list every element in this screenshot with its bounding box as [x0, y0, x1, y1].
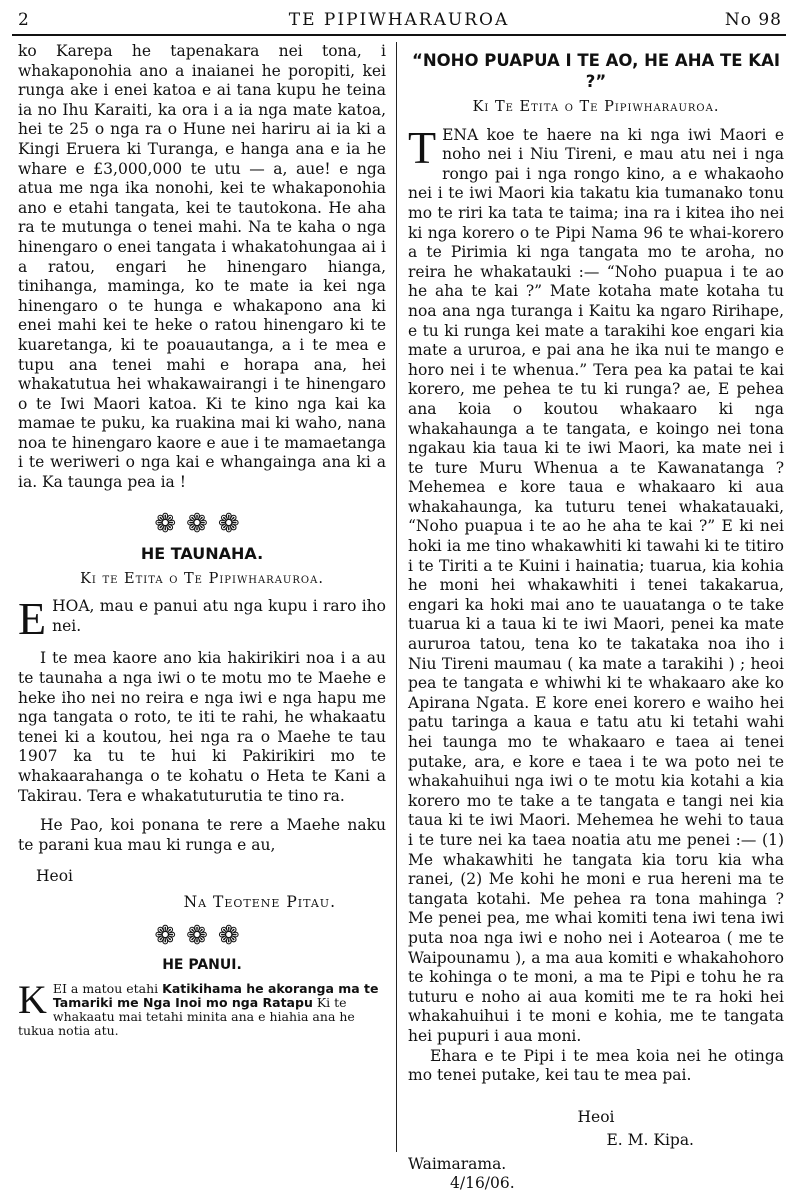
- taunaha-para-3: He Pao, koi ponana te rere a Maehe naku te parani kua mau ki runga e au,: [18, 816, 386, 854]
- panui-lead: EI a matou etahi: [52, 980, 159, 996]
- taunaha-subheading: Ki te Etita o Te Pipiwharauroa.: [80, 570, 324, 587]
- panui-drop-cap: K: [18, 976, 47, 1022]
- article-signature: E. M. Kipa.: [606, 1131, 694, 1150]
- column-divider: [396, 42, 397, 1152]
- issue-number: No 98: [724, 10, 782, 30]
- page-header: [12, 6, 786, 36]
- article-date: 4/16/06.: [450, 1174, 515, 1193]
- page-number: 2: [18, 10, 30, 30]
- article-heading: “NOHO PUAPUA I TE AO, HE AHA TE KAI ?”: [412, 51, 780, 91]
- ornament-divider-2: ❁❁❁: [154, 920, 250, 951]
- taunaha-heoi: Heoi: [36, 867, 73, 886]
- article-heoi: Heoi: [577, 1107, 615, 1126]
- left-column: [18, 42, 386, 1160]
- newspaper-title: TE PIPIWHARAUROA: [288, 10, 510, 30]
- taunaha-para-1: [18, 593, 386, 645]
- ornament-divider: ❁❁❁: [154, 508, 250, 539]
- drop-cap: E: [18, 593, 47, 645]
- article-body-1: [408, 121, 784, 1047]
- article-place: Waimarama.: [408, 1154, 507, 1173]
- article-subheading: Ki Te Etita o Te Pipiwharauroa.: [472, 99, 720, 115]
- taunaha-signature: Na Teotene Pitau.: [183, 892, 336, 911]
- taunaha-heading: HE TAUNAHA.: [140, 544, 264, 564]
- panui-bold-title: Katikihama he akoranga ma te Tamariki me Nga Inoi mo nga Ratapu: [52, 980, 379, 1010]
- article-body-2: Ehara e te Pipi i te mea koia nei he otinga mo tenei putake, kei tau te mea pai.: [408, 1046, 784, 1085]
- panui-text: [18, 976, 386, 1038]
- taunaha-para-1-text: HOA, mau e panui atu nga kupu i raro iho nei.: [52, 597, 386, 636]
- taunaha-section: [18, 544, 386, 912]
- article-drop-cap: T: [408, 121, 437, 173]
- taunaha-para-2: I te mea kaore ano kia hakirikiri noa i a au te taunaha a nga iwi o te motu mo te Maehe e heke iho nei no reira e nga iwi e nga hapu me nga tangata o roto, te iti te rahi, he whakaatu tenei ki a koutou, hei nga ra o Maehe te tau 1907 ka tu te hui ki Pakirikiri mo te whakaarahanga o te kohatu o Heta te Kani a Takirau. Tera e whakatuturutia te tino ra.: [18, 649, 386, 805]
- panui-rest: Ki te whakaatu mai tetahi minita ana e hiahia ana he tukua notia atu.: [18, 994, 355, 1038]
- panui-section: [18, 956, 386, 1038]
- article-body-1-text: ENA koe te haere na ki nga iwi Maori e noho nei i Niu Tireni, e mau atu nei i nga rongo pai i nga rongo kino, a e whakaoho nei i te iwi Maori kia takatu kia tumanako tonu mo te riri ka tata te taima; ina ra i kitea iho nei ki nga korero o te Pipi Nama 96 te whai-korero a te Pirimia ki nga tangata mo te aroha, no reira he whakatauki :— “Noho puapua i te ao he aha te kai ?” Mate kotaha mate kotaha tu noa ana nga turanga i Kaitu ka ngaro Ririhape, e tu ki runga kei mate a tarakihi koe engari kia mate a ururoa, e pai ana he ika nui te mango e horo nei i te whenua.” Tera pea ka patai te kai korero, me pehea te tu ki runga? ae, E pehea ana koia o koutou whakaaro ki nga whakahaunga a te tangata, e koingo nei tona ngakau kia taua ki te iwi Maori, ka mate nei i te ture Muru Whenua a te Kawanatanga ? Mehemea e kore taua e whakaaro ki aua whakahaunga, ka tuturu tenei whakatauaki, “Noho puapua i te ao he aha te kai ?” E ki nei hoki ia me tino whakawhiti ki tawahi ki te titiro i te Tiriti a te Kuini i hainatia; tuarua, kia kohia he moni hei whakawhiti i tenei takakarua, engari ka hoki mai ano te uauatanga o te take tuarua ki a taua ki te iwi Maori, penei ka mate aururoa tatou, tena ko te takataka noa iho i Niu Tireni maumau ( ka mate a tarakihi ) ; heoi pea te tangata e whiwhi ki te whakaaro ake ko Apirana Ngata. E kore enei korero e waiho hei patu taringa a kaua e tatu atu ki tetahi wahi hei taunga mo te whakaaro e taea ai tenei putake, ara, e kore e taea i te wa poto nei te whakahuihui nga iwi o te motu kia kotahi a kia korero mo te take a te tangata e tangi nei kia taua ki te iwi Maori. Mehemea he wehi to taua i te ture nei ka taea noatia atu me penei :— (1) Me whakawhiti he tangata kia toru kia wha ranei, (2) Me kohi he moni e rua hereni ma te tangata kotahi. Me pehea ra tona mahinga ? Me penei pea, me whai komiti tena iwi tena iwi puta noa nga iwi e noho nei i Aotearoa ( me te Waipounamu ), a ma aua komiti e whakahohoro te kohinga o te moni, a ma te Pipi e tohu he ra tuturu e noho ai aua komiti me te ra hoki hei whakahuihui i te moni e kohia, me te tangata hei pupuri i aua moni.: [408, 125, 784, 1045]
- right-column: [408, 42, 784, 1193]
- article-continuation: ko Karepa he tapenakara nei tona, i whakaponohia ano a inaianei he poropiti, kei runga ake i enei katoa e ai tana kupu he teina ia no Ihu Karaiti, ka ora i a ia nga mate katoa, hei te 25 o nga ra o Hune nei hariru ai ia ki a Kingi Eruera ki Turanga, e hanga ana e ia he whare e £3,000,000 te utu — a, aue! e nga atua me nga ika nonohi, kei te whakaponohia ano e etahi tangata, kei te tautokona. He aha ra te mutunga o tenei mahi. Na te kaha o nga hinengaro o enei tangata i whakatohungaa ai i a ratou, engari he hinengaro hianga, tinihanga, maminga, ko te mate ia kei nga hinengaro o te hunga e whakapono ana ki enei mahi kei te heke o ratou hinengaro ki te kuaretanga, ki te poauautanga, a i te mea e tupu ana tenei mahi e horapa ana, hei whakatutua hei whakawairangi i te hinengaro o te Iwi Maori katoa. Ki te kino nga kai ka mamae te puku, ka ruakina mai ki waho, nana noa te hinengaro kaore e aue i te mamaetanga i te weriweri o nga kai e whangainga ana ki a ia. Ka taunga pea ia !: [18, 42, 386, 492]
- panui-heading: HE PANUI.: [162, 957, 242, 974]
